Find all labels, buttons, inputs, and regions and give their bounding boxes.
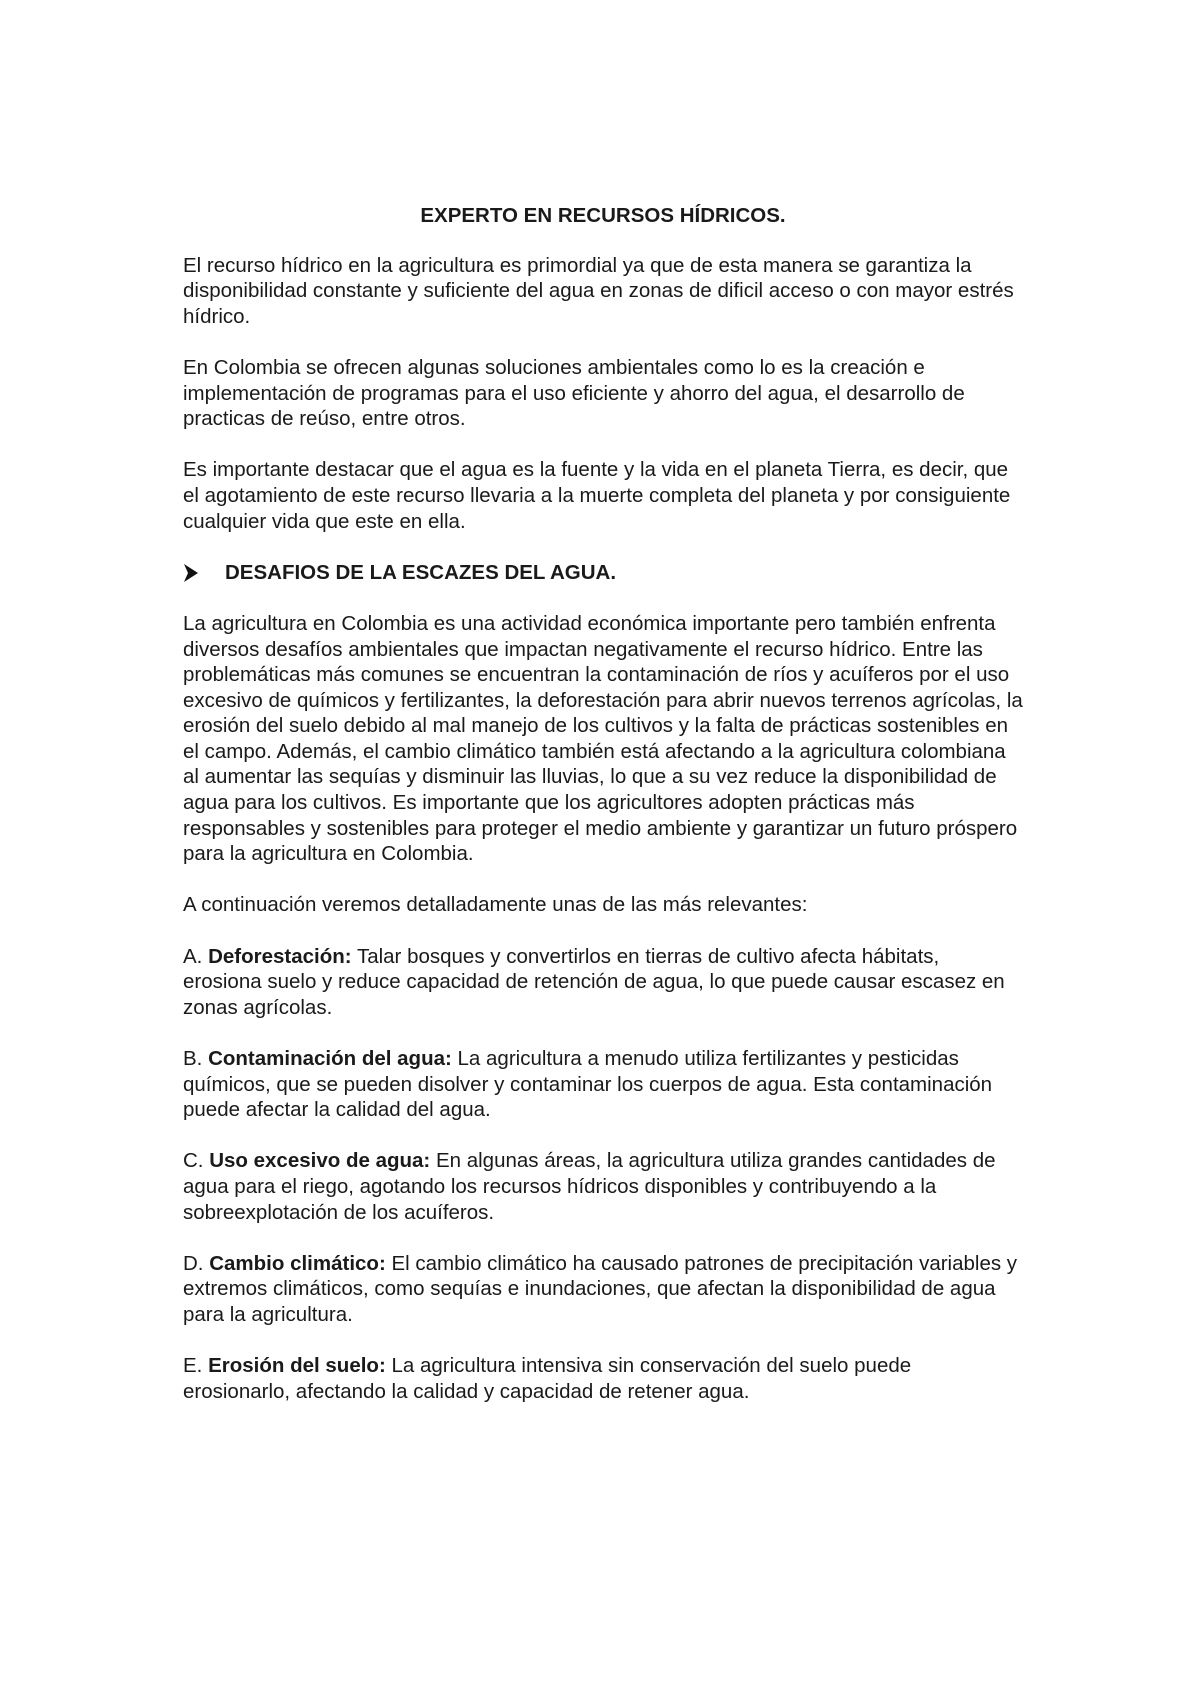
section-heading-text: DESAFIOS DE LA ESCAZES DEL AGUA. xyxy=(225,560,617,584)
section-body-paragraph: La agricultura en Colombia es una actividad económica importante pero también enfrenta diversos desafíos ambientales que impactan negativamente el recurso hídrico. Entre las problemáticas más comunes se encuentran la contaminación de ríos y acuíferos por el uso excesivo de químicos y fertilizantes, la deforestación para abrir nuevos terrenos agrícolas, la erosión del suelo debido al mal manejo de los cultivos y la falta de prácticas sostenibles en el campo. Además, el cambio climático también está afectando a la agricultura colombiana al aumentar las sequías y disminuir las lluvias, lo que a su vez reduce la disponibilidad de agua para los cultivos. Es importante que los agricultores adopten prácticas más responsables y sostenibles para proteger el medio ambiente y garantizar un futuro próspero para la agricultura en Colombia. xyxy=(183,611,1023,866)
list-item xyxy=(183,1148,1023,1225)
list-item-label: Uso excesivo de agua: xyxy=(209,1149,431,1173)
list-item-letter: E. xyxy=(183,1354,203,1378)
list-item xyxy=(183,944,1023,1021)
list-item xyxy=(183,1046,1023,1123)
list-item-text: Talar bosques y convertirlos en tierras de cultivo afecta hábitats, erosiona suelo y reduce capacidad de retención de agua, lo que puede causar escasez en zonas agrícolas. xyxy=(183,944,1005,1019)
intro-paragraph-1: El recurso hídrico en la agricultura es primordial ya que de esta manera se garantiza la disponibilidad constante y suficiente del agua en zonas de dificil acceso o con mayor estrés hídrico. xyxy=(183,253,1014,328)
list-item-label: Contaminación del agua: xyxy=(208,1047,452,1070)
document-body xyxy=(183,203,1023,1430)
intro-paragraph-3: Es importante destacar que el agua es la fuente y la vida en el planeta Tierra, es decir, que el agotamiento de este recurso llevaria a la muerte completa del planeta y por consiguiente cualquier vida que este en ella. xyxy=(183,458,1011,533)
list-item xyxy=(183,1353,1023,1404)
document-title: EXPERTO EN RECURSOS HÍDRICOS. xyxy=(420,204,786,227)
list-item-letter: A. xyxy=(183,944,203,968)
list-item-text: La agricultura a menudo utiliza fertilizantes y pesticidas químicos, que se pueden disolver y contaminar los cuerpos de agua. Esta contaminación puede afectar la calidad del agua. xyxy=(183,1047,993,1122)
list-item-letter: B. xyxy=(183,1047,203,1070)
list-item-label: Cambio climático: xyxy=(209,1251,386,1275)
chevron-right-icon xyxy=(183,564,225,582)
list-item-label: Deforestación: xyxy=(208,944,352,968)
intro-paragraph-2: En Colombia se ofrecen algunas soluciones ambientales como lo es la creación e implementación de programas para el uso eficiente y ahorro del agua, el desarrollo de practicas de reúso, entre otros. xyxy=(183,355,965,431)
list-item-letter: C. xyxy=(183,1149,204,1173)
section-heading xyxy=(183,560,1023,586)
section-lead-in: A continuación veremos detalladamente unas de las más relevantes: xyxy=(183,893,808,917)
list-item-label: Erosión del suelo: xyxy=(208,1354,386,1378)
list-item-text: En algunas áreas, la agricultura utiliza grandes cantidades de agua para el riego, agotando los recursos hídricos disponibles y contribuyendo a la sobreexplotación de los acuíferos. xyxy=(183,1149,996,1224)
list-item-letter: D. xyxy=(183,1251,204,1275)
list-item xyxy=(183,1251,1023,1328)
list-item-text: El cambio climático ha causado patrones de precipitación variables y extremos climáticos, como sequías e inundaciones, que afectan la disponibilidad de agua para la agricultura. xyxy=(183,1251,1018,1326)
list-item-text: La agricultura intensiva sin conservación del suelo puede erosionarlo, afectando la calidad y capacidad de retener agua. xyxy=(183,1354,912,1403)
